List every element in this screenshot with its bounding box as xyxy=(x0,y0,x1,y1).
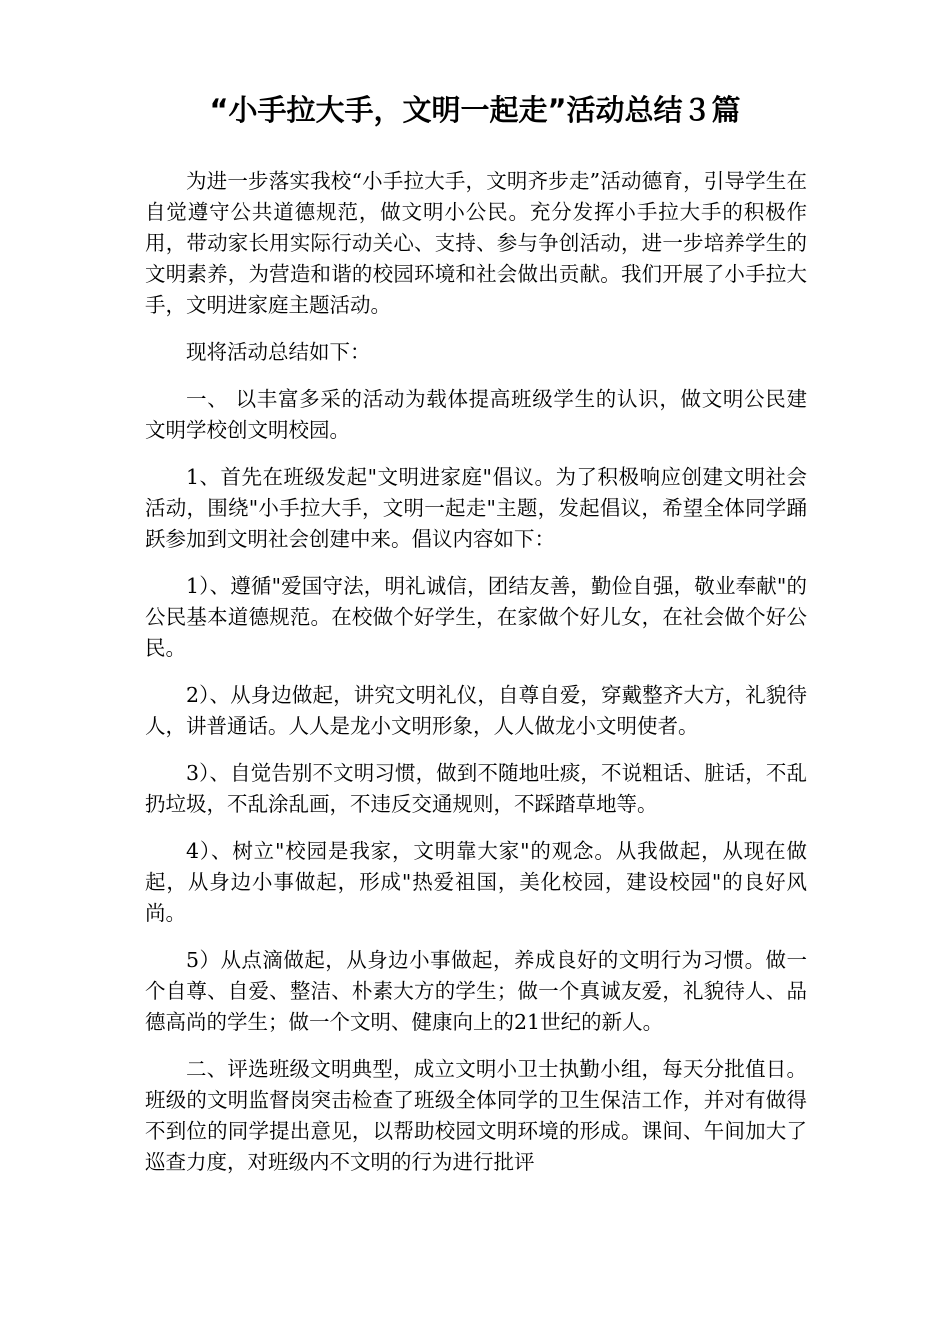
paragraph-subitem-1: 1）、遵循"爱国守法，明礼诚信，团结友善，勤俭自强，敬业奉献"的公民基本道德规范。在校做个好学生，在家做个好儿女，在社会做个好公民。 xyxy=(145,574,807,660)
paragraph-subitem-2: 2）、从身边做起，讲究文明礼仪，自尊自爱，穿戴整齐大方，礼貌待人，讲普通话。人人是龙小文明形象，人人做龙小文明使者。 xyxy=(145,683,807,738)
paragraph-subitem-3: 3）、自觉告别不文明习惯，做到不随地吐痰，不说粗话、脏话，不乱扔垃圾，不乱涂乱画，不违反交通规则，不踩踏草地等。 xyxy=(145,761,807,816)
document-title: “小手拉大手，文明一起走”活动总结３篇 xyxy=(209,93,741,127)
paragraph-item-1: 1、首先在班级发起"文明进家庭"倡议。为了积极响应创建文明社会活动，围绕"小手拉大手，文明一起走"主题，发起倡议，希望全体同学踊跃参加到文明社会创建中来。倡议内容如下： xyxy=(145,465,807,551)
paragraph-intro: 为进一步落实我校“小手拉大手，文明齐步走”活动德育，引导学生在自觉遵守公共道德规范，做文明小公民。充分发挥小手拉大手的积极作用，带动家长用实际行动关心、支持、参与争创活动，进一步培养学生的文明素养，为营造和谐的校园环境和社会做出贡献。我们开展了小手拉大手，文明进家庭主题活动。 xyxy=(145,169,807,317)
paragraph-section-two: 二、评选班级文明典型，成立文明小卫士执勤小组，每天分批值日。班级的文明监督岗突击检查了班级全体同学的卫生保洁工作，并对有做得不到位的同学提出意见，以帮助校园文明环境的形成。课间、午间加大了巡查力度，对班级内不文明的行为进行批评 xyxy=(145,1057,807,1174)
paragraph-subitem-5: 5）从点滴做起，从身边小事做起，养成良好的文明行为习惯。做一个自尊、自爱、整洁、朴素大方的学生；做一个真诚友爱，礼貌待人、品德高尚的学生；做一个文明、健康向上的21世纪的新人。 xyxy=(145,948,807,1034)
paragraph-subitem-4: 4）、树立"校园是我家，文明靠大家"的观念。从我做起，从现在做起，从身边小事做起，形成"热爱祖国，美化校园，建设校园"的良好风尚。 xyxy=(145,839,807,925)
document-body xyxy=(145,166,807,1194)
paragraph-summary-lead: 现将活动总结如下： xyxy=(186,340,371,364)
paragraph-section-one: 一、 以丰富多采的活动为载体提高班级学生的认识，做文明公民建文明学校创文明校园。 xyxy=(145,387,807,442)
